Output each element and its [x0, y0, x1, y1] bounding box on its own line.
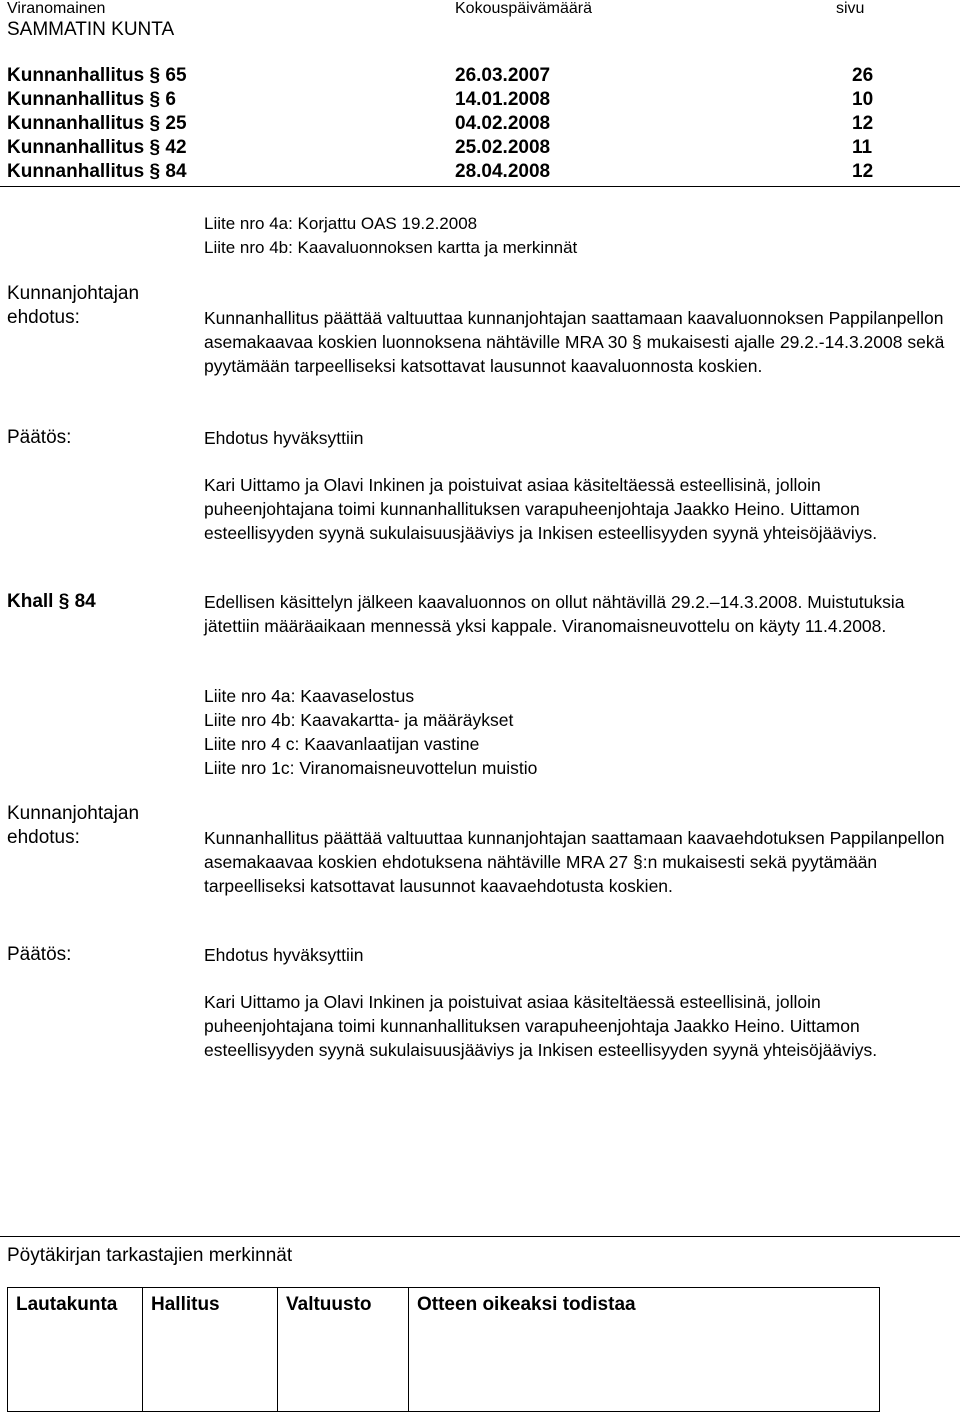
review-table	[7, 1287, 880, 1412]
session-date: 25.02.2008	[455, 137, 551, 158]
session-page: 12	[852, 113, 874, 134]
session-body: Kunnanhallitus	[7, 65, 145, 86]
session-page: 26	[852, 65, 874, 86]
header-meeting-date-label: Kokouspäivämäärä	[455, 0, 592, 17]
section-symbol: §	[149, 137, 161, 158]
decision-label: Päätös:	[7, 427, 72, 448]
session-date: 26.03.2007	[455, 65, 551, 86]
footer-divider	[0, 1236, 960, 1237]
session-date: 14.01.2008	[455, 89, 551, 110]
session-section: 25	[165, 113, 187, 134]
session-page: 12	[852, 161, 874, 182]
proposal-1-text: Kunnanhallitus päättää valtuuttaa kunnanjohtajan saattamaan kaavaluonnoksen Pappilanpellon asemakaavaa koskien luonnoksena nähtäville MRA 30 § mukaisesti ajalle 29.2.-14.3.2008 sekä pyytämään tarpeelliseksi katsottavat lausunnot kaavaluonnosta koskien.	[204, 308, 945, 376]
proposal-label	[7, 802, 139, 850]
footer-heading: Pöytäkirjan tarkastajien merkinnät	[7, 1245, 293, 1266]
attachment-item: Liite nro 4a: Kaavaselostus	[204, 686, 415, 706]
proposal-label-line1: Kunnanjohtajan	[7, 803, 140, 824]
session-body: Kunnanhallitus	[7, 113, 145, 134]
review-cell-valtuusto: Valtuusto	[278, 1288, 409, 1412]
section-symbol: §	[149, 113, 161, 134]
section-symbol: §	[58, 591, 70, 612]
header-divider	[0, 186, 960, 187]
session-body: Kunnanhallitus	[7, 137, 145, 158]
section-symbol: §	[149, 161, 161, 182]
session-row	[7, 161, 187, 183]
review-cell-hallitus: Hallitus	[143, 1288, 278, 1412]
proposal-label-line1: Kunnanjohtajan	[7, 283, 140, 304]
recusal-text: Kari Uittamo ja Olavi Inkinen ja poistuivat asiaa käsiteltäessä esteellisinä, jolloin puheenjohtajana toimi kunnanhallituksen varapuheenjohtaja Jaakko Heino. Uittamon esteellisyyden syynä sukulaisuusjääviys ja Inkisen esteellisyyden syynä yhteisöjääviys.	[204, 475, 878, 543]
attachment-item: Liite nro 1c: Viranomaisneuvottelun muistio	[204, 758, 538, 778]
proposal-label-line2: ehdotus:	[7, 827, 80, 848]
proposal-label-line2: ehdotus:	[7, 307, 80, 328]
review-cell-certification: Otteen oikeaksi todistaa	[409, 1288, 880, 1412]
session-row	[7, 89, 176, 111]
attachment-item: Liite nro 4 c: Kaavanlaatijan vastine	[204, 734, 480, 754]
decision-text: Ehdotus hyväksyttiin	[204, 428, 364, 448]
proposal-label	[7, 282, 139, 330]
session-date: 28.04.2008	[455, 161, 551, 182]
session-body: Kunnanhallitus	[7, 161, 145, 182]
attachment-item: Liite nro 4b: Kaavaluonnoksen kartta ja merkinnät	[204, 238, 578, 257]
session-section: 6	[165, 89, 176, 110]
session-page: 11	[852, 137, 873, 158]
khall-text: Edellisen käsittelyn jälkeen kaavaluonnos on ollut nähtävillä 29.2.–14.3.2008. Muistutuksia jätettiin määräaikaan mennessä yksi kappale. Viranomaisneuvottelu on käyty 11.4.2008.	[204, 592, 905, 636]
header-page-label: sivu	[836, 0, 865, 17]
session-body: Kunnanhallitus	[7, 89, 145, 110]
attachment-item: Liite nro 4a: Korjattu OAS 19.2.2008	[204, 214, 478, 233]
khall-label	[7, 590, 96, 614]
header-authority-label: Viranomainen	[7, 0, 106, 17]
session-row	[7, 137, 187, 159]
session-date: 04.02.2008	[455, 113, 551, 134]
session-page: 10	[852, 89, 874, 110]
session-section: 84	[165, 161, 187, 182]
session-section: 42	[165, 137, 187, 158]
recusal-text: Kari Uittamo ja Olavi Inkinen ja poistuivat asiaa käsiteltäessä esteellisinä, jolloin puheenjohtajana toimi kunnanhallituksen varapuheenjohtaja Jaakko Heino. Uittamon esteellisyyden syynä sukulaisuusjääviys ja Inkisen esteellisyyden syynä yhteisöjääviys.	[204, 992, 878, 1060]
session-row	[7, 65, 187, 87]
khall-name: Khall	[7, 591, 54, 612]
review-cell-lautakunta: Lautakunta	[8, 1288, 143, 1412]
session-row	[7, 113, 187, 135]
khall-section: 84	[74, 591, 96, 612]
section-symbol: §	[149, 65, 161, 86]
session-section: 65	[165, 65, 187, 86]
organization-name: SAMMATIN KUNTA	[7, 19, 175, 40]
decision-text: Ehdotus hyväksyttiin	[204, 945, 364, 965]
section-symbol: §	[149, 89, 161, 110]
proposal-2-text: Kunnanhallitus päättää valtuuttaa kunnanjohtajan saattamaan kaavaehdotuksen Pappilanpellon asemakaavaa koskien ehdotuksena nähtäville MRA 27 §:n mukaisesti sekä pyytämään tarpeelliseksi katsottavat lausunnot kaavaehdotusta koskien.	[204, 828, 945, 896]
decision-label: Päätös:	[7, 944, 72, 965]
attachment-item: Liite nro 4b: Kaavakartta- ja määräykset	[204, 710, 514, 730]
